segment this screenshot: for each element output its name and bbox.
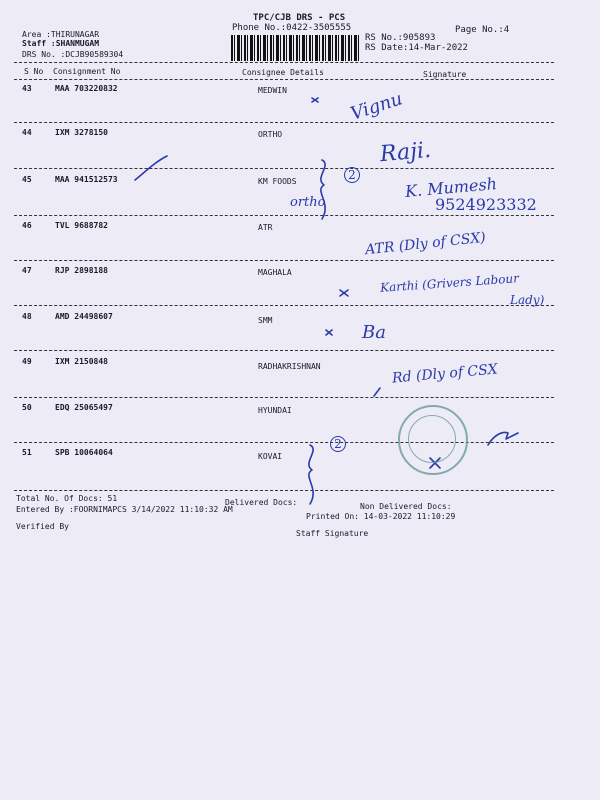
row-sno: 49	[22, 357, 32, 366]
signature-49: Rd (Dly of CSX	[391, 361, 499, 387]
rs-date: RS Date:14-Mar-2022	[365, 43, 468, 53]
staff-signature-label: Staff Signature	[296, 529, 369, 538]
row-sno: 48	[22, 312, 32, 321]
handwritten-note: ortho	[290, 195, 326, 210]
signature-47-line2: Lady)	[510, 293, 545, 307]
signature-43: Vignu	[348, 88, 406, 125]
row-sno: 43	[22, 84, 32, 93]
col-consignment: Consignment No	[53, 67, 121, 76]
drs-number: DRS No. :DCJB90589304	[22, 50, 124, 59]
signature-45-name: K. Mumesh	[404, 174, 498, 201]
row-consignee: MAGHALA	[258, 268, 292, 277]
row-consignment: IXM 3278150	[55, 128, 108, 137]
entered-by: Entered By :FOORNIMAPCS 3/14/2022 11:10:32 AM	[16, 505, 233, 514]
row-consignee: HYUNDAI	[258, 406, 292, 415]
row-sno: 47	[22, 266, 32, 275]
row-consignment: IXM 2150848	[55, 357, 108, 366]
phone-number: Phone No.:0422-3505555	[232, 23, 352, 33]
row-sno: 50	[22, 403, 32, 412]
col-sno: S No	[24, 67, 44, 76]
row-consignment: MAA 703220832	[55, 84, 118, 93]
col-consignee: Consignee Details	[242, 68, 324, 77]
printed-on: Printed On: 14-03-2022 11:10:29	[306, 512, 456, 521]
row-consignment: SPB 10064064	[55, 448, 113, 457]
area-label: Area :THIRUNAGAR	[22, 30, 100, 39]
signature-45-phone: 9524923332	[435, 195, 537, 214]
staff-label: Staff :SHANMUGAM	[22, 39, 100, 48]
row-sno: 46	[22, 221, 32, 230]
row-consignee: ATR	[258, 223, 273, 232]
row-sno: 45	[22, 175, 32, 184]
page-number: Page No.:4	[455, 25, 510, 35]
row-sno: 44	[22, 128, 32, 137]
row-consignee: SMM	[258, 316, 273, 325]
row-consignment: EDQ 25065497	[55, 403, 113, 412]
row-consignee: RADHAKRISHNAN	[258, 362, 321, 371]
row-consignment: TVL 9688782	[55, 221, 108, 230]
row-consignee: MEDWIN	[258, 86, 287, 95]
row-consignee: ORTHO	[258, 130, 283, 139]
total-docs: Total No. Of Docs: 51	[16, 494, 118, 503]
row-consignment: RJP 2898188	[55, 266, 108, 275]
row-consignment: AMD 24498607	[55, 312, 113, 321]
signature-48: Ba	[362, 322, 386, 343]
row-consignee: KM FOODS	[258, 177, 297, 186]
circled-count: 2	[344, 167, 360, 183]
non-delivered-docs: Non Delivered Docs:	[360, 502, 452, 511]
signature-46: ATR (Dly of CSX)	[364, 229, 487, 259]
col-signature: Signature	[423, 70, 467, 79]
circled-count: 2	[330, 436, 346, 452]
verified-by: Verified By	[16, 522, 69, 531]
row-consignee: KOVAI	[258, 452, 283, 461]
signature-44: Raji.	[379, 137, 433, 168]
row-consignment: MAA 941512573	[55, 175, 118, 184]
document-title: TPC/CJB DRS - PCS	[253, 13, 346, 23]
rs-number: RS No.:905893	[365, 33, 436, 43]
signature-47-line1: Karthi (Grivers Labour	[379, 271, 520, 295]
delivered-docs: Delivered Docs:	[225, 498, 298, 507]
row-sno: 51	[22, 448, 32, 457]
company-stamp	[398, 405, 468, 475]
